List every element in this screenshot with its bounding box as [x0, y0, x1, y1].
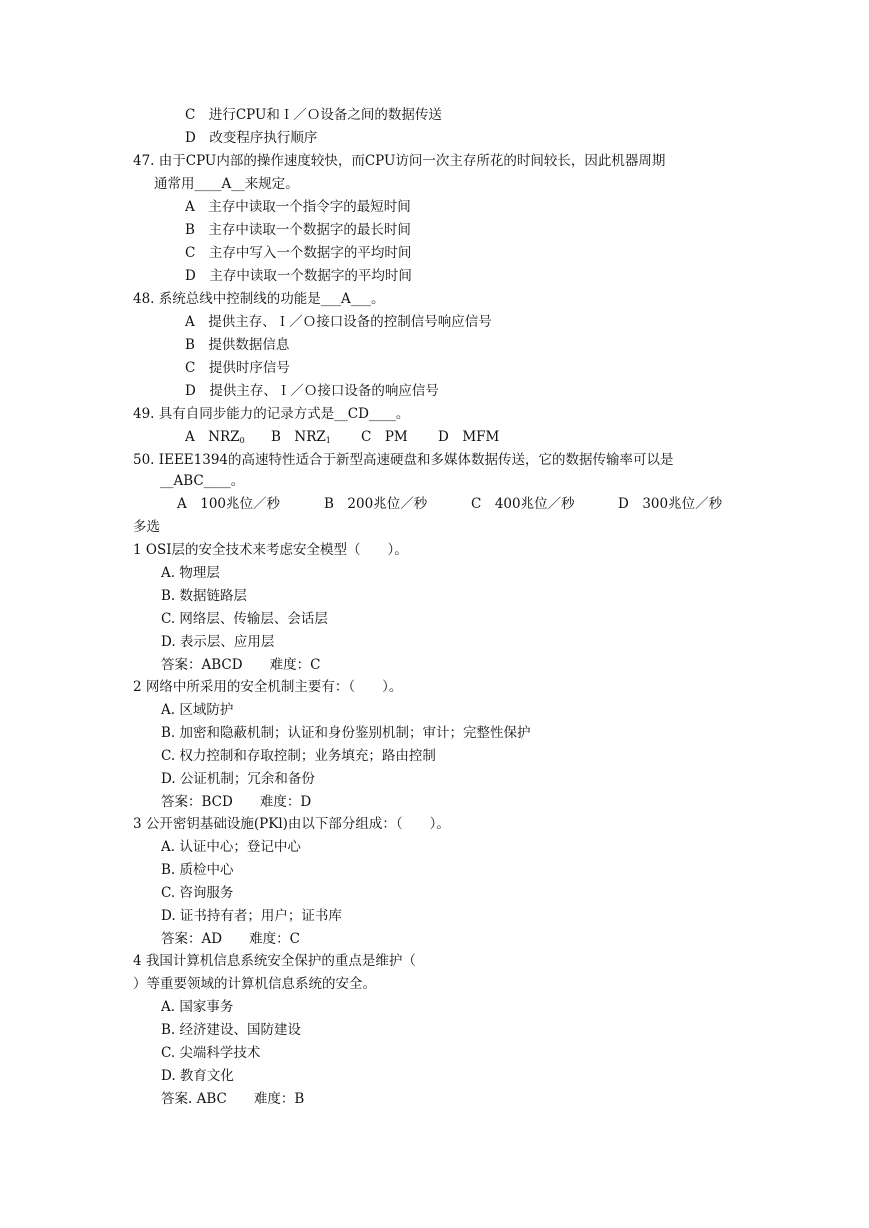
section-heading-multiple-choice: 多选 [133, 519, 160, 535]
q49-option-d: D MFM [438, 429, 500, 445]
m2-option-c: C. 权力控制和存取控制；业务填充；路由控制 [161, 748, 436, 764]
m4-question-line1: 4 我国计算机信息系统安全保护的重点是维护（ [133, 953, 416, 969]
m3-option-c: C. 咨询服务 [161, 885, 234, 901]
q47-option-b: B 主存中读取一个数据字的最长时间 [185, 222, 411, 238]
m2-answer: 答案：BCD 难度：D [161, 794, 312, 810]
q48-option-a: A 提供主存、Ｉ／Ｏ接口设备的控制信号响应信号 [185, 314, 492, 330]
m1-question: 1 OSI层的安全技术来考虑安全模型（ ）。 [133, 542, 408, 558]
q50-question-line2: __ABC____。 [160, 473, 245, 489]
q46-option-d: D 改变程序执行顺序 [185, 130, 318, 146]
m4-option-a: A. 国家事务 [161, 999, 234, 1015]
m4-answer: 答案. ABC 难度：B [161, 1091, 305, 1107]
q47-option-a: A 主存中读取一个指令字的最短时间 [185, 199, 411, 215]
q48-option-d: D 提供主存、Ｉ／Ｏ接口设备的响应信号 [185, 383, 439, 399]
q47-option-c: C 主存中写入一个数据字的平均时间 [185, 245, 412, 261]
q50-options [177, 494, 722, 514]
q48-question: 48. 系统总线中控制线的功能是___A___。 [133, 291, 385, 307]
m1-answer: 答案：ABCD 难度：C [161, 657, 321, 673]
m1-option-c: C. 网络层、传输层、会话层 [161, 611, 328, 627]
m3-option-b: B. 质检中心 [161, 862, 234, 878]
q49-option-b-subscript: 1 [325, 436, 331, 445]
m3-option-d: D. 证书持有者；用户；证书库 [161, 908, 342, 924]
q50-question-line1: 50. IEEE1394的高速特性适合于新型高速硬盘和多媒体数据传送，它的数据传输率可以是 [133, 452, 674, 468]
m3-question: 3 公开密钥基础设施(PKl)由以下部分组成：（ ）。 [133, 816, 450, 832]
q47-question-line1: 47. 由于CPU内部的操作速度较快，而CPU访问一次主存所花的时间较长，因此机器周期 [133, 153, 666, 169]
m1-option-d: D. 表示层、应用层 [161, 634, 275, 650]
q49-option-b: B $NRZ_1$ [271, 429, 331, 445]
m2-option-a: A. 区域防护 [161, 702, 234, 718]
q47-question-line2: 通常用____A__来规定。 [154, 176, 299, 192]
m1-option-b: B. 数据链路层 [161, 588, 248, 604]
q50-option-d: D 300兆位／秒 [618, 496, 723, 512]
m3-option-a: A. 认证中心；登记中心 [161, 839, 301, 855]
m1-option-a: A. 物理层 [161, 565, 220, 581]
m4-option-d: D. 教育文化 [161, 1068, 234, 1084]
q46-option-c: C 进行CPU和Ｉ／Ｏ设备之间的数据传送 [185, 107, 442, 123]
m2-option-d: D. 公证机制；冗余和备份 [161, 771, 315, 787]
q48-option-c: C 提供时序信号 [185, 360, 290, 376]
q49-option-c: C PM [361, 429, 408, 445]
m4-option-b: B. 经济建设、国防建设 [161, 1022, 302, 1038]
q49-option-a: A $NRZ_0$ [185, 429, 245, 445]
m4-question-line2: ）等重要领域的计算机信息系统的安全。 [133, 976, 376, 992]
q48-option-b: B 提供数据信息 [185, 337, 290, 353]
q49-options [185, 427, 499, 447]
m3-answer: 答案：AD 难度：C [161, 931, 300, 947]
q50-option-b: B 200兆位／秒 [324, 496, 428, 512]
q50-option-a: A 100兆位／秒 [177, 496, 281, 512]
q49-question: 49. 具有自同步能力的记录方式是__CD____。 [133, 406, 410, 422]
m2-question: 2 网络中所采用的安全机制主要有：（ ）。 [133, 679, 403, 695]
q50-option-c: C 400兆位／秒 [471, 496, 575, 512]
q49-option-a-subscript: 0 [239, 436, 245, 445]
q47-option-d: D 主存中读取一个数据字的平均时间 [185, 268, 412, 284]
m4-option-c: C. 尖端科学技术 [161, 1045, 261, 1061]
m2-option-b: B. 加密和隐蔽机制；认证和身份鉴别机制；审计；完整性保护 [161, 725, 531, 741]
